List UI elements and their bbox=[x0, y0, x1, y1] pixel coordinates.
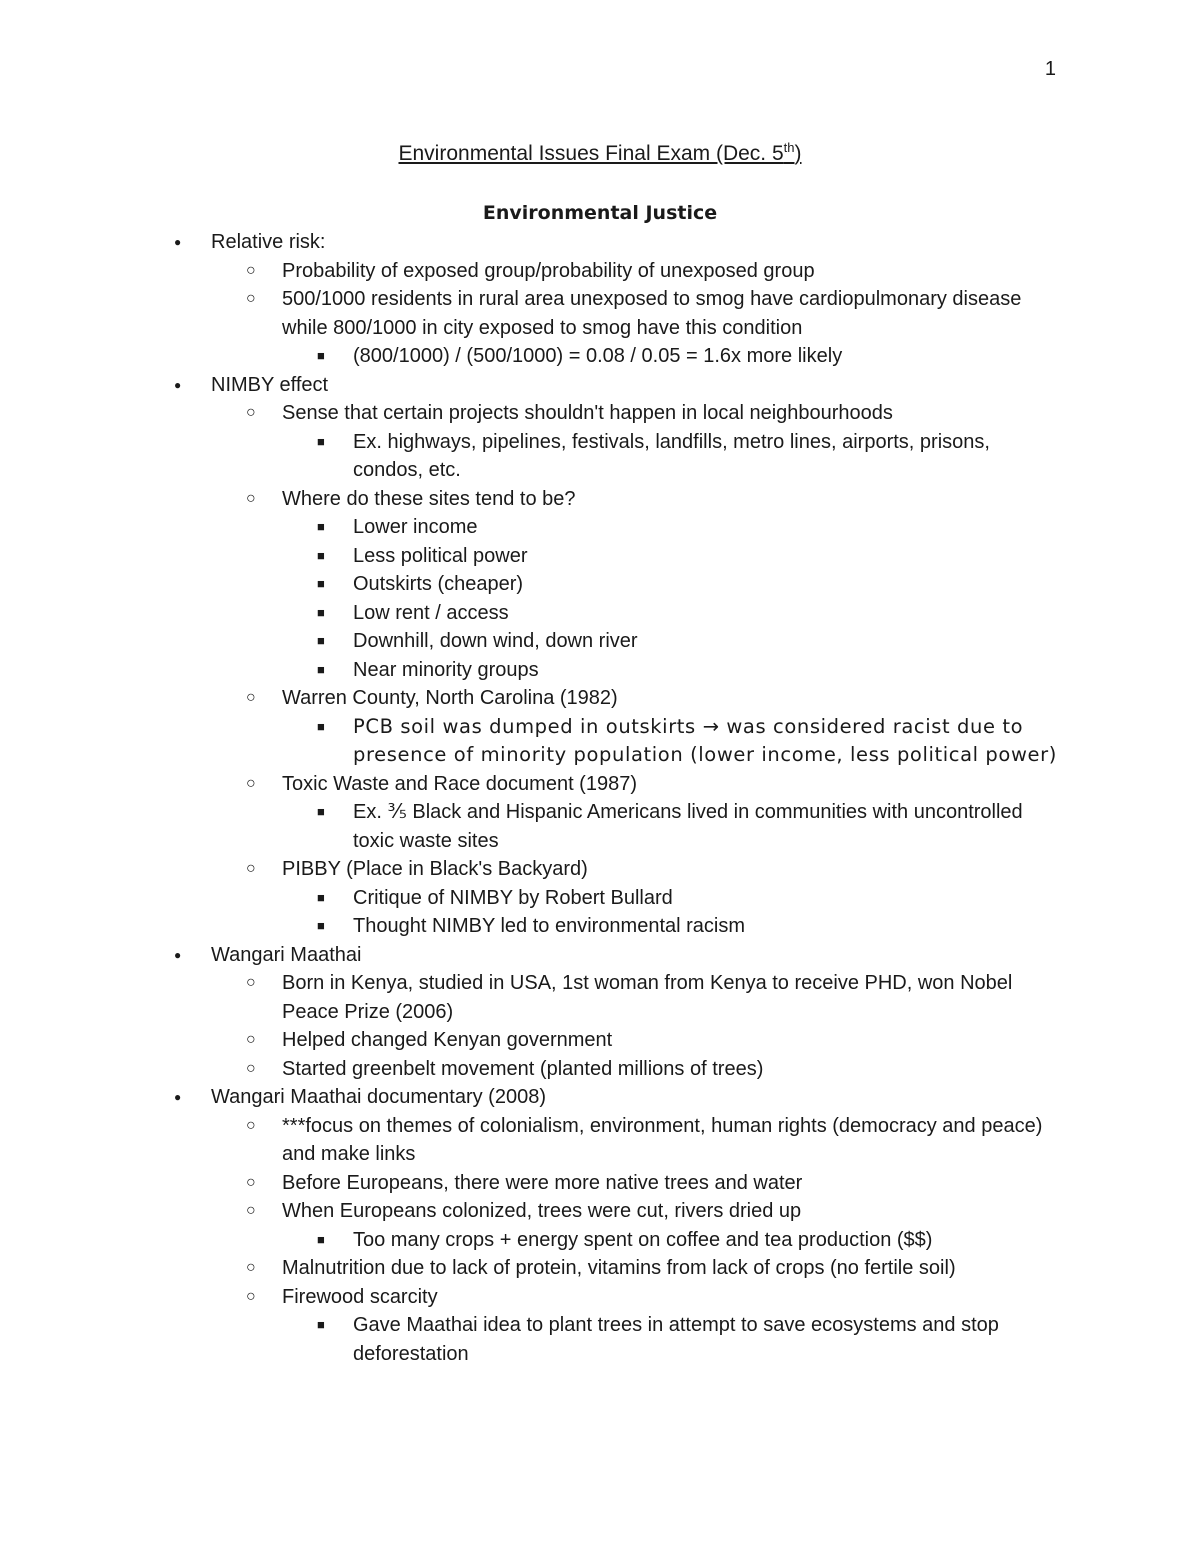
outline-item-level-2 bbox=[0, 855, 1052, 884]
document-title bbox=[0, 140, 1200, 166]
outline-item-text: 500/1000 residents in rural area unexposed to smog have cardiopulmonary disease while 800/1000 in city exposed to smog have this condition bbox=[282, 288, 1022, 339]
outline-item-text: Toxic Waste and Race document (1987) bbox=[282, 772, 637, 795]
square-bullet-icon: ■ bbox=[317, 718, 325, 734]
square-bullet-icon: ■ bbox=[317, 547, 325, 563]
outline-item-level-3 bbox=[0, 342, 1058, 371]
outline-item-text: Born in Kenya, studied in USA, 1st woman from Kenya to receive PHD, won Nobel Peace Prize (2006) bbox=[282, 972, 1013, 1023]
outline-item-level-2 bbox=[0, 770, 1052, 799]
outline-item-level-3 bbox=[0, 570, 1058, 599]
outline-item-text: Relative risk: bbox=[211, 231, 326, 253]
outline-item-text: Firewood scarcity bbox=[282, 1285, 438, 1308]
filled-circle-bullet-icon: ● bbox=[174, 1090, 182, 1104]
square-bullet-icon: ■ bbox=[317, 1317, 325, 1332]
outline-item-text: PCB soil was dumped in outskirts → was considered racist due to presence of minority population (lower income, less political power) bbox=[353, 714, 1057, 766]
square-bullet-icon: ■ bbox=[317, 804, 325, 819]
outline-item-text: Too many crops + energy spent on coffee and tea production ($$) bbox=[353, 1228, 933, 1251]
outline-item-level-3 bbox=[0, 656, 1058, 685]
outline-item-text: Gave Maathai idea to plant trees in attempt to save ecosystems and stop deforestation bbox=[353, 1314, 999, 1365]
square-bullet-icon: ■ bbox=[317, 889, 325, 905]
outline-item-text: When Europeans colonized, trees were cut, rivers dried up bbox=[282, 1200, 802, 1222]
hollow-circle-bullet-icon: ○ bbox=[246, 290, 256, 307]
hollow-circle-bullet-icon: ○ bbox=[246, 774, 256, 792]
page-number: 1 bbox=[1044, 58, 1056, 80]
outline-item-level-2 bbox=[0, 1254, 1052, 1283]
hollow-circle-bullet-icon: ○ bbox=[246, 1031, 256, 1048]
square-bullet-icon: ■ bbox=[317, 633, 325, 648]
outline-item-text: Low rent / access bbox=[353, 601, 509, 624]
outline-item-text: PIBBY (Place in Black's Backyard) bbox=[282, 858, 588, 880]
outline-item-level-3 bbox=[0, 599, 1058, 628]
hollow-circle-bullet-icon: ○ bbox=[246, 261, 256, 279]
outline-item-text: Ex. highways, pipelines, festivals, landfills, metro lines, airports, prisons, condos, etc. bbox=[353, 430, 990, 481]
outline-item-text: Outskirts (cheaper) bbox=[353, 573, 524, 595]
outline-item-level-2 bbox=[0, 257, 1052, 286]
outline-item-text: Wangari Maathai bbox=[211, 943, 362, 966]
outline-item-text: Malnutrition due to lack of protein, vitamins from lack of crops (no fertile soil) bbox=[282, 1257, 956, 1279]
outline-item-text: Started greenbelt movement (planted millions of trees) bbox=[282, 1057, 764, 1080]
outline-item-text: Helped changed Kenyan government bbox=[282, 1029, 613, 1051]
outline-item-level-3 bbox=[0, 1311, 1058, 1368]
square-bullet-icon: ■ bbox=[317, 519, 325, 534]
hollow-circle-bullet-icon: ○ bbox=[246, 860, 256, 877]
outline-item-text: Wangari Maathai documentary (2008) bbox=[211, 1086, 546, 1108]
hollow-circle-bullet-icon: ○ bbox=[246, 1059, 256, 1077]
outline-item-text: ***focus on themes of colonialism, environment, human rights (democracy and peace) and make links bbox=[282, 1114, 1043, 1165]
outline-item-text: Sense that certain projects shouldn't happen in local neighbourhoods bbox=[282, 402, 893, 424]
title-superscript: th bbox=[783, 140, 795, 155]
hollow-circle-bullet-icon: ○ bbox=[246, 974, 256, 991]
section-heading: Environmental Justice bbox=[482, 202, 718, 224]
outline-item-text: (800/1000) / (500/1000) = 0.08 / 0.05 = 1.6x more likely bbox=[353, 345, 843, 367]
outline-item-level-3 bbox=[0, 542, 1058, 571]
filled-circle-bullet-icon: ● bbox=[174, 947, 182, 962]
outline-item-text: NIMBY effect bbox=[211, 373, 329, 396]
outline-item-level-1 bbox=[0, 941, 1061, 970]
outline-item-level-2 bbox=[0, 1283, 1052, 1312]
outline-item-level-2 bbox=[0, 1197, 1052, 1226]
outline-item-text: Lower income bbox=[353, 516, 478, 538]
hollow-circle-bullet-icon: ○ bbox=[246, 1116, 256, 1134]
hollow-circle-bullet-icon: ○ bbox=[246, 489, 256, 507]
filled-circle-bullet-icon: ● bbox=[174, 235, 182, 249]
square-bullet-icon: ■ bbox=[317, 433, 325, 449]
outline-item-level-2 bbox=[0, 485, 1052, 514]
title-text: Environmental Issues Final Exam (Dec. 5 bbox=[398, 142, 784, 165]
outline-item-level-3 bbox=[0, 428, 1058, 485]
square-bullet-icon: ■ bbox=[317, 1231, 325, 1247]
outline-item-text: Near minority groups bbox=[353, 658, 539, 681]
outline-item-level-3 bbox=[0, 713, 1058, 770]
hollow-circle-bullet-icon: ○ bbox=[246, 1173, 256, 1191]
square-bullet-icon: ■ bbox=[317, 348, 325, 363]
title-end: ) bbox=[794, 142, 802, 165]
hollow-circle-bullet-icon: ○ bbox=[246, 1287, 256, 1305]
outline-item-level-3 bbox=[0, 1226, 1058, 1255]
outline-item-level-3 bbox=[0, 627, 1058, 656]
outline-item-text: Less political power bbox=[353, 544, 528, 567]
outline-item-text: Probability of exposed group/probability of unexposed group bbox=[282, 259, 815, 282]
outline-item-level-3 bbox=[0, 884, 1058, 913]
filled-circle-bullet-icon: ● bbox=[174, 377, 182, 392]
square-bullet-icon: ■ bbox=[317, 918, 325, 933]
hollow-circle-bullet-icon: ○ bbox=[246, 689, 256, 706]
outline-item-level-2 bbox=[0, 1169, 1052, 1198]
outline-item-text: Before Europeans, there were more native trees and water bbox=[282, 1171, 803, 1194]
outline-item-level-3 bbox=[0, 798, 1058, 855]
outline-item-level-2 bbox=[0, 399, 1052, 428]
outline-item-level-1 bbox=[0, 228, 1061, 257]
outline-item-level-3 bbox=[0, 513, 1058, 542]
square-bullet-icon: ■ bbox=[317, 661, 325, 677]
outline-item-text: Ex. ⅗ Black and Hispanic Americans lived in communities with uncontrolled toxic waste sites bbox=[353, 801, 1023, 852]
outline-item-level-2 bbox=[0, 1112, 1052, 1169]
outline-item-level-2 bbox=[0, 969, 1052, 1026]
outline-item-text: Downhill, down wind, down river bbox=[353, 630, 638, 652]
square-bullet-icon: ■ bbox=[317, 604, 325, 620]
outline-item-level-2 bbox=[0, 285, 1052, 342]
outline-item-level-1 bbox=[0, 371, 1061, 400]
outline-item-level-2 bbox=[0, 1055, 1052, 1084]
outline-item-text: Critique of NIMBY by Robert Bullard bbox=[353, 886, 673, 909]
outline-item-level-3 bbox=[0, 912, 1058, 941]
square-bullet-icon: ■ bbox=[317, 576, 325, 591]
hollow-circle-bullet-icon: ○ bbox=[246, 1259, 256, 1276]
outline-item-level-2 bbox=[0, 1026, 1052, 1055]
outline-item-text: Where do these sites tend to be? bbox=[282, 487, 576, 510]
hollow-circle-bullet-icon: ○ bbox=[246, 404, 256, 421]
notes-outline bbox=[0, 228, 1200, 1368]
outline-item-text: Thought NIMBY led to environmental racism bbox=[353, 915, 746, 937]
hollow-circle-bullet-icon: ○ bbox=[246, 1202, 256, 1219]
outline-item-level-2 bbox=[0, 684, 1052, 713]
outline-item-text: Warren County, North Carolina (1982) bbox=[282, 687, 618, 709]
outline-item-level-1 bbox=[0, 1083, 1061, 1112]
